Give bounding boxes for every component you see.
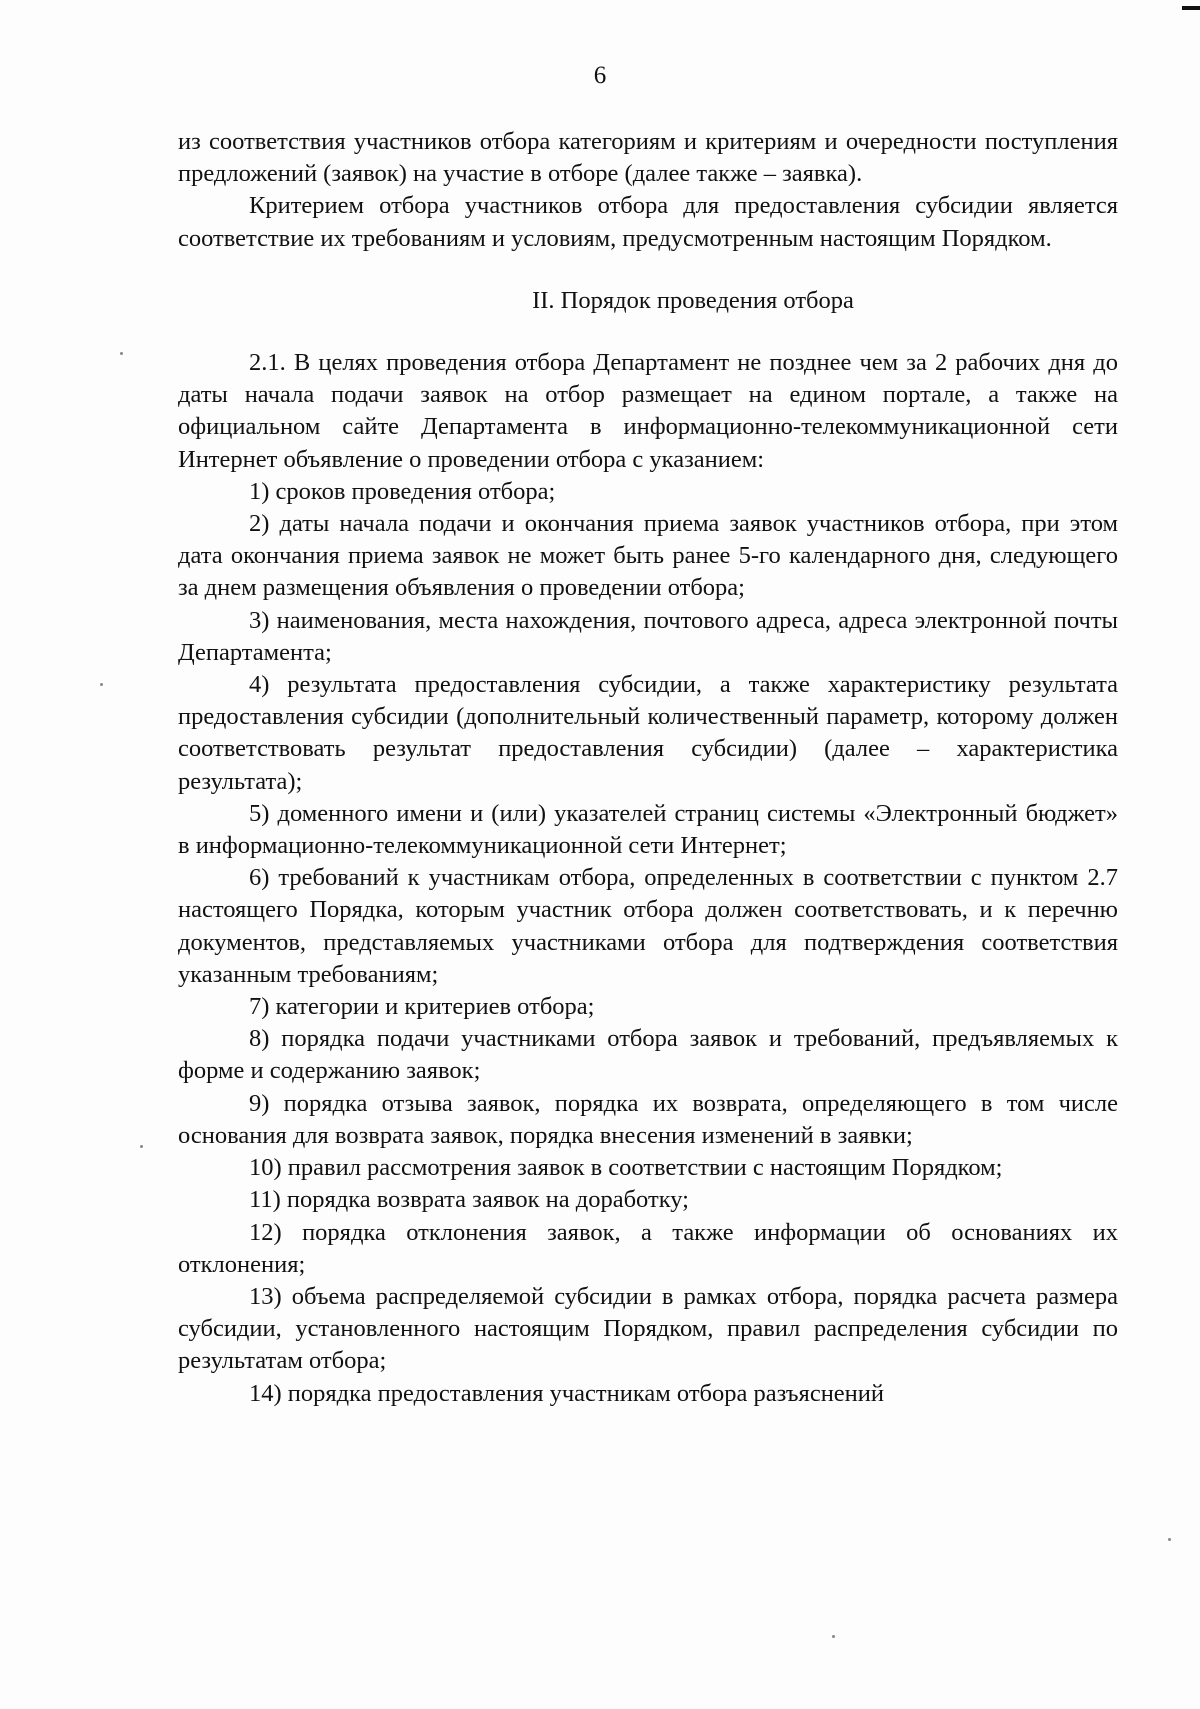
scan-speck bbox=[1168, 1538, 1171, 1541]
list-item: 13) объема распределяемой субсидии в рамках отбора, порядка расчета размера субсидии, установленного настоящим Порядком, правил распределения субсидии по результатам отбора; bbox=[178, 1282, 1118, 1375]
intro-paragraph-criterion: Критерием отбора участников отбора для предоставления субсидии является соответствие их требованиям и условиям, предусмотренным настоящим Порядком. bbox=[178, 192, 1118, 252]
section-heading: II. Порядок проведения отбора bbox=[532, 286, 854, 314]
list-item: 14) порядка предоставления участникам отбора разъяснений bbox=[249, 1379, 885, 1407]
scan-speck bbox=[120, 352, 123, 355]
list-item: 1) сроков проведения отбора; bbox=[249, 477, 556, 505]
list-item: 11) порядка возврата заявок на доработку; bbox=[249, 1186, 689, 1214]
scan-speck bbox=[832, 1635, 835, 1638]
intro-paragraph-continuation: из соответствия участников отбора категориям и критериям и очередности поступления предложений (заявок) на участие в отборе (далее также – заявка). bbox=[178, 128, 1118, 188]
list-item: 2) даты начала подачи и окончания приема заявок участников отбора, при этом дата окончания приема заявок не может быть ранее 5-го календарного дня, следующего за днем размещения объявления о проведении отбора; bbox=[178, 510, 1118, 602]
list-item: 7) категории и критериев отбора; bbox=[249, 993, 595, 1021]
list-item: 6) требований к участникам отбора, определенных в соответствии с пунктом 2.7 настоящего Порядка, которым участник отбора должен соответствовать, и к перечню документов, представляемых участниками отбора для подтверждения соответствия указанным требованиям; bbox=[178, 864, 1118, 988]
list-item: 4) результата предоставления субсидии, а также характеристику результата предоставления субсидии (дополнительный количественный параметр, которому должен соответствовать результат предоставления субсидии) (далее – характеристика результата); bbox=[178, 671, 1118, 795]
spacer bbox=[178, 317, 1118, 347]
list-item: 12) порядка отклонения заявок, а также информации об основаниях их отклонения; bbox=[178, 1218, 1118, 1278]
page-number: 6 bbox=[593, 62, 607, 89]
list-item: 10) правил рассмотрения заявок в соответствии с настоящим Порядком; bbox=[249, 1154, 1003, 1182]
scan-speck bbox=[140, 1145, 143, 1148]
document-body bbox=[178, 126, 1118, 1410]
list-item: 3) наименования, места нахождения, почтового адреса, адреса электронной почты Департамента; bbox=[178, 606, 1118, 666]
spacer bbox=[178, 255, 1118, 285]
list-item: 5) доменного имени и (или) указателей страниц системы «Электронный бюджет» в информационно-телекоммуникационной сети Интернет; bbox=[178, 799, 1118, 860]
list-item: 9) порядка отзыва заявок, порядка их возврата, определяющего в том числе основания для возврата заявок, порядка внесения изменений в заявки; bbox=[178, 1089, 1118, 1149]
scan-speck bbox=[100, 683, 103, 686]
clause-2-1: 2.1. В целях проведения отбора Департамент не позднее чем за 2 рабочих дня до даты начала подачи заявок на отбор размещает на едином портале, а также на официальном сайте Департамента в информационно-телекоммуникационной сети Интернет объявление о проведении отбора с указанием: bbox=[178, 349, 1118, 473]
list-item: 8) порядка подачи участниками отбора заявок и требований, предъявляемых к форме и содержанию заявок; bbox=[178, 1025, 1118, 1085]
scan-edge-mark bbox=[1182, 6, 1200, 10]
